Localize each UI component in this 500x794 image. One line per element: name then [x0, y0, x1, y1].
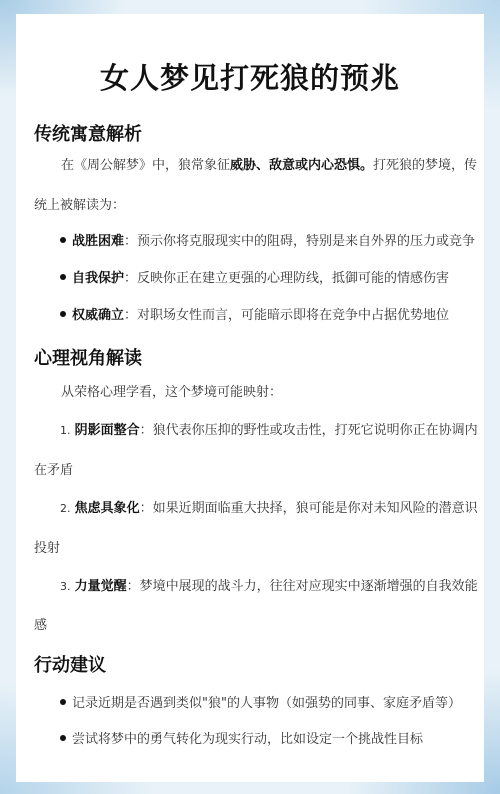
list-item-text	[60, 575, 478, 594]
bullet-dot	[60, 237, 66, 243]
section-heading-psychology: 心理视角解读	[34, 348, 142, 369]
list-item-text	[72, 304, 449, 323]
item-label: 焦虑具象化	[74, 501, 140, 516]
bullet-dot	[60, 699, 66, 705]
list-item-text	[72, 230, 475, 249]
item-label: 战胜困难	[72, 234, 125, 249]
intro-text-pre: 在《周公解梦》中，狼常象征	[61, 158, 231, 173]
bullet-dot	[60, 311, 66, 317]
item-number: 2.	[60, 502, 71, 515]
item-body: 如果近期面临重大抉择，狼可能是你对未知风险的潜意识	[152, 501, 478, 516]
item-body: 狼代表你压抑的野性或攻击性，打死它说明你正在协调内	[152, 423, 478, 438]
section2-intro: 从荣格心理学看，这个梦境可能映射：	[61, 385, 283, 400]
item-sep: ：	[139, 501, 153, 516]
item-sep: ：	[139, 423, 153, 438]
item-label: 自我保护	[72, 271, 125, 286]
article-card	[16, 14, 484, 782]
bullet-dot	[60, 274, 66, 280]
item-sep: ：	[124, 234, 138, 249]
section1-intro-line1	[61, 154, 477, 173]
list-item-text	[60, 419, 478, 438]
item-sep: ：	[124, 271, 138, 286]
item-body: 对职场女性而言，可能暗示即将在竞争中占据优势地位	[137, 308, 450, 323]
list-item-continuation: 投射	[34, 541, 61, 556]
intro-text-post: 打死狼的梦境，传	[373, 158, 478, 173]
item-label: 力量觉醒	[74, 579, 127, 594]
bullet-dot	[60, 735, 66, 741]
item-sep: ：	[126, 579, 140, 594]
list-item-text: 尝试将梦中的勇气转化为现实行动，比如设定一个挑战性目标	[72, 732, 424, 747]
list-item-text: 记录近期是否遇到类似"狼"的人事物（如强势的同事、家庭矛盾等）	[72, 696, 461, 711]
list-item-text	[60, 497, 478, 516]
item-body: 预示你将克服现实中的阻碍，特别是来自外界的压力或竞争	[137, 234, 476, 249]
page-title: 女人梦见打死狼的预兆	[99, 61, 400, 95]
item-number: 3.	[60, 580, 71, 593]
section1-intro-line2: 统上被解读为：	[34, 198, 126, 213]
item-body: 反映你正在建立更强的心理防线，抵御可能的情感伤害	[137, 271, 450, 286]
item-sep: ：	[124, 308, 138, 323]
item-label: 权威确立	[72, 308, 125, 323]
section-heading-actions: 行动建议	[34, 655, 106, 676]
item-body: 梦境中展现的战斗力，往往对应现实中逐渐增强的自我效能	[139, 579, 478, 594]
list-item-continuation: 感	[34, 618, 48, 633]
item-label: 阴影面整合	[74, 423, 140, 438]
item-number: 1.	[60, 424, 71, 437]
list-item-text	[72, 267, 449, 286]
list-item-continuation: 在矛盾	[34, 463, 74, 478]
intro-text-bold: 威胁、敌意或内心恐惧。	[230, 158, 374, 173]
section-heading-traditional: 传统寓意解析	[34, 124, 142, 145]
